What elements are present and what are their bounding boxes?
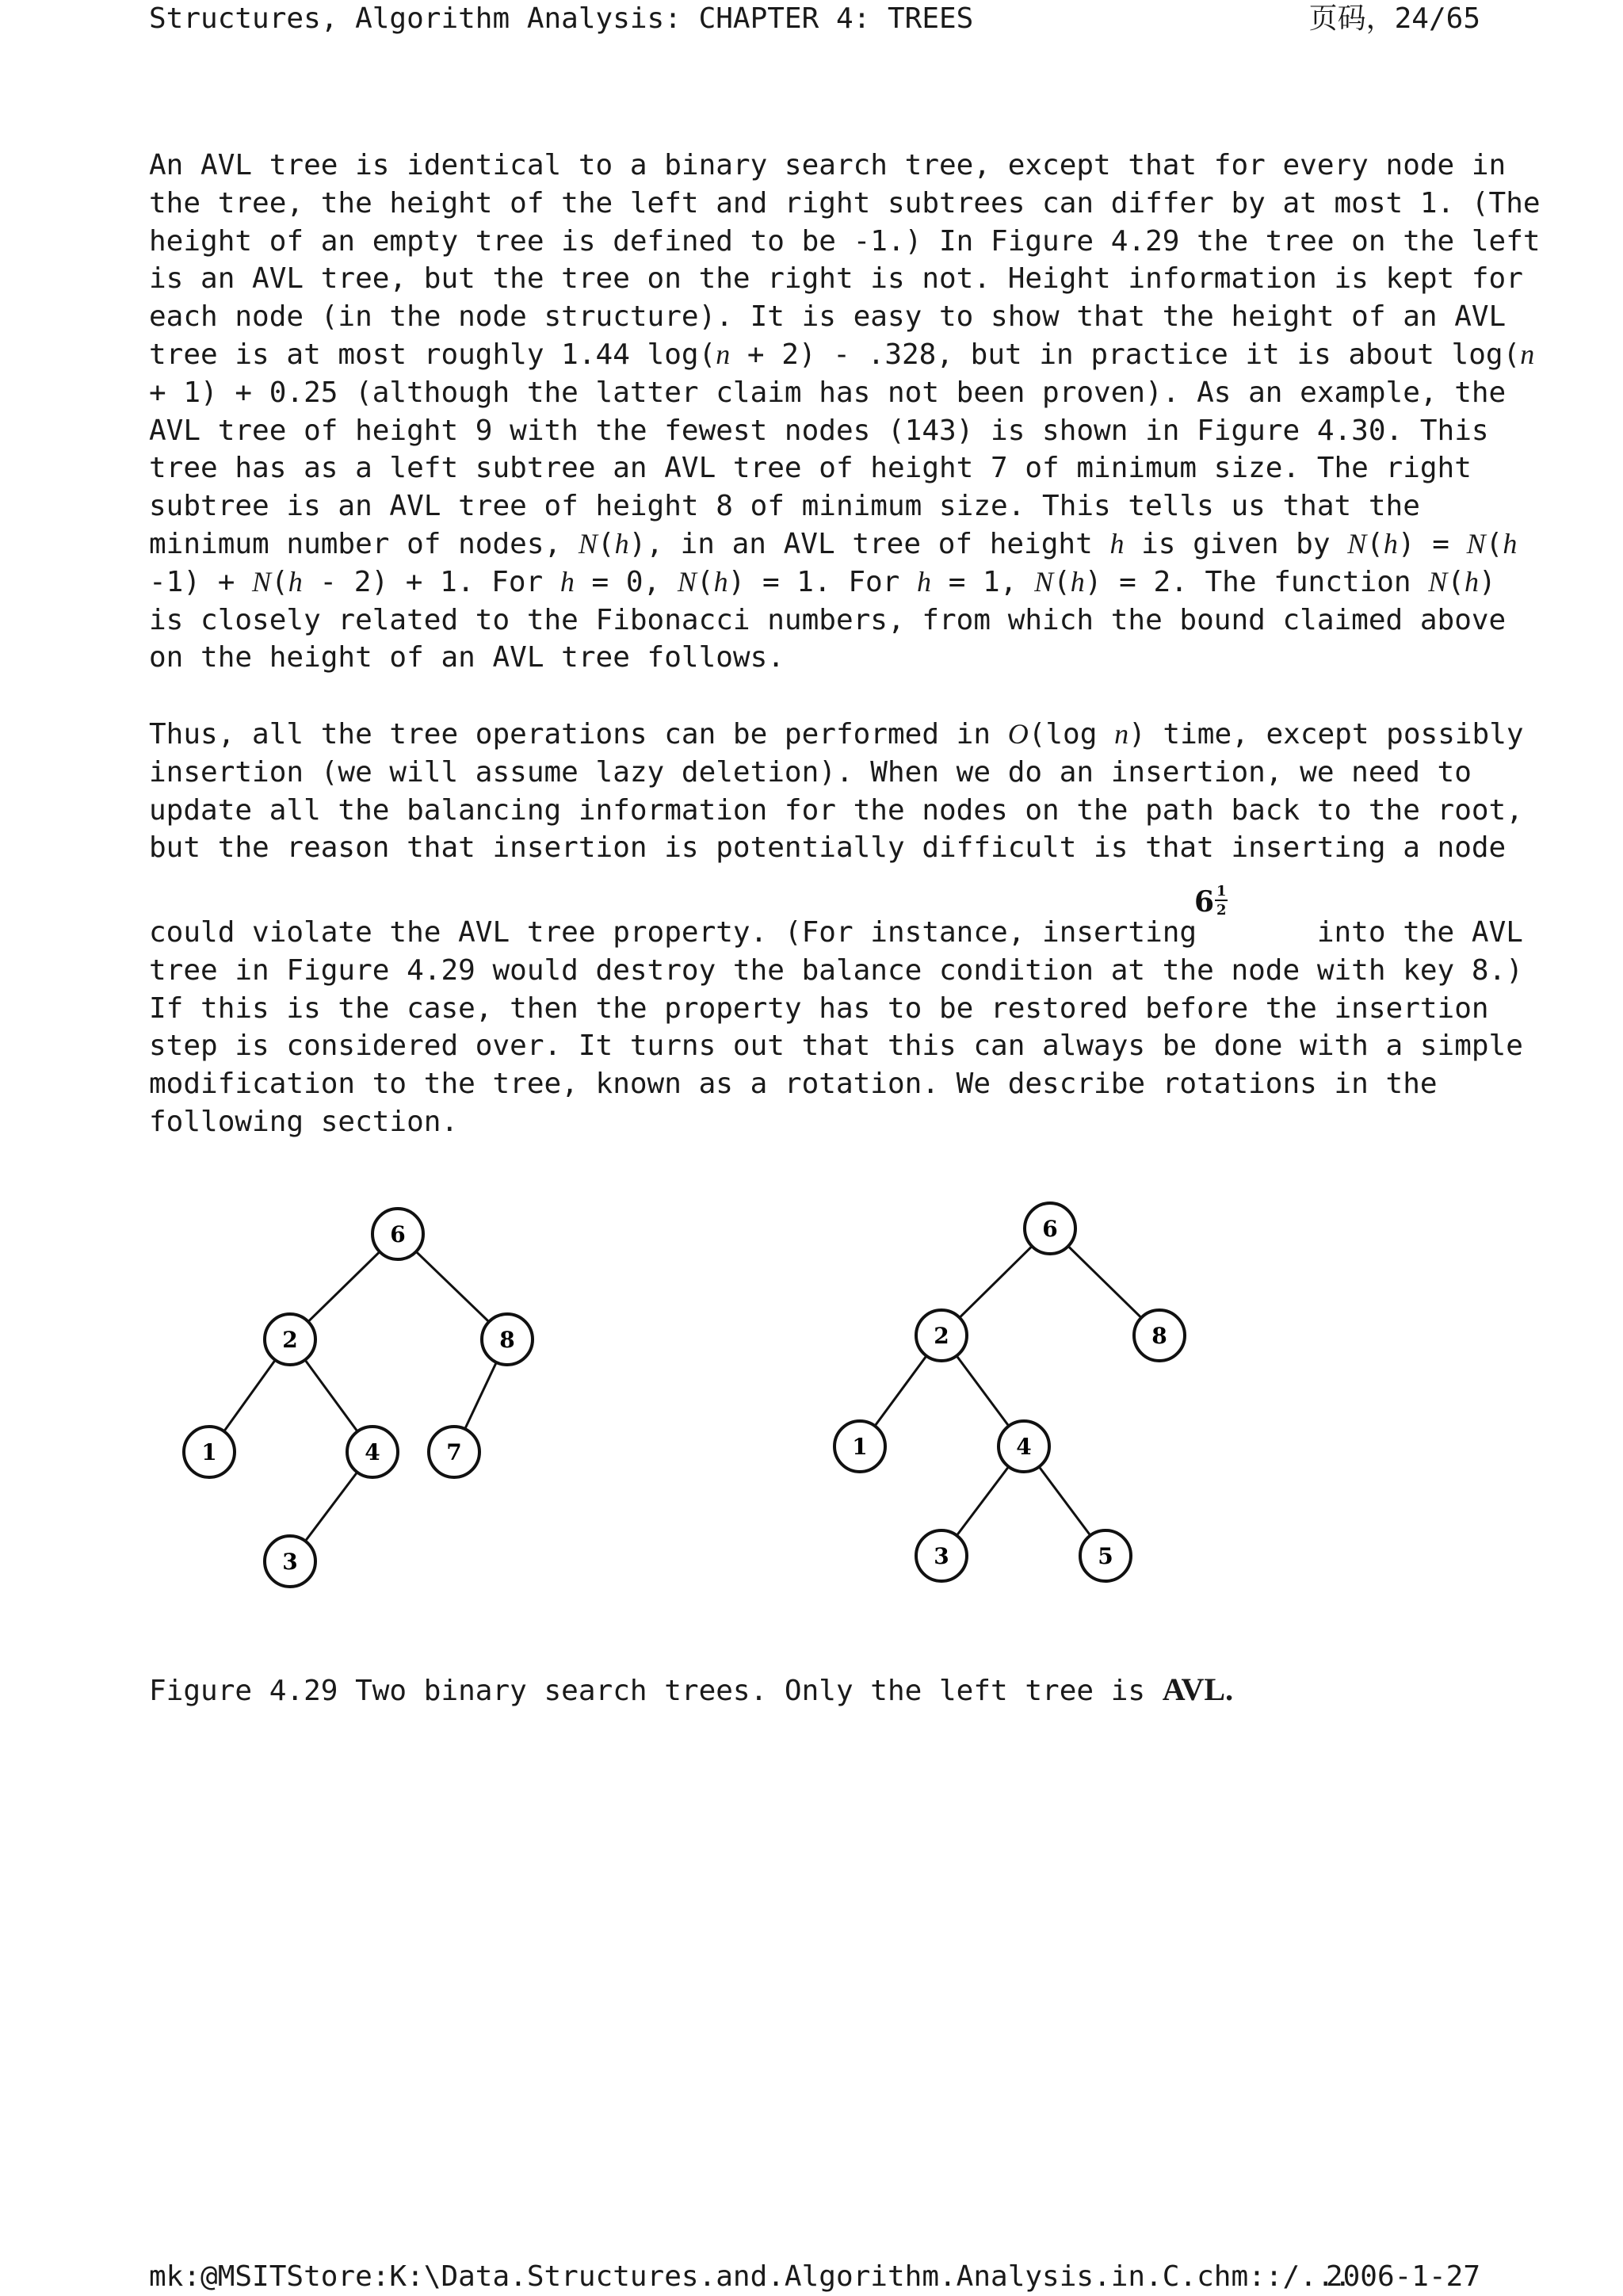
page-header-title: Structures, Algorithm Analysis: CHAPTER 4: TREES: [149, 2, 974, 35]
tree-node-7: [429, 1427, 479, 1477]
tree-node-1: [834, 1421, 885, 1472]
svg-text:2: 2: [934, 1323, 949, 1349]
figure-caption: Figure 4.29 Two binary search trees. Only the left tree is AVL.: [149, 1671, 1234, 1707]
fraction-six-and-a-half-image: [1193, 878, 1248, 918]
footer-source-path: mk:@MSITStore:K:\Data.Structures.and.Algorithm.Analysis.in.C.chm::/...: [149, 2260, 1352, 2293]
tree-node-1: [184, 1427, 235, 1477]
svg-text:5: 5: [1098, 1543, 1113, 1569]
svg-text:1: 1: [201, 1439, 217, 1465]
svg-text:8: 8: [499, 1327, 515, 1353]
tree-node-8: [1134, 1310, 1185, 1361]
svg-text:6: 6: [390, 1221, 406, 1247]
svg-text:2: 2: [282, 1327, 298, 1353]
tree-node-3: [916, 1530, 967, 1581]
svg-text:1: 1: [852, 1434, 868, 1460]
paragraph-avl-definition: An AVL tree is identical to a binary search tree, except that for every node in the tree, the height of the left and right subtrees can differ by at most 1. (The height of an empty tree is defined to be -1.) In Figure 4.29 the tree on the left is an AVL tree, but the tree on the right is not. Height information is kept for each node (in the node structure). It is easy to show that the height of an AVL tree is at most roughly 1.44 log(n + 2) - .328, but in practice it is about log(n + 1) + 0.25 (although the latter claim has not been proven). As an example, the AVL tree of height 9 with the fewest nodes (143) is shown in Figure 4.30. This tree has as a left subtree an AVL tree of height 7 of minimum size. The right subtree is an AVL tree of height 8 of minimum size. This tells us that the minimum number of nodes, N(h), in an AVL tree of height h is given by N(h) = N(h -1) + N(h - 2) + 1. For h = 0, N(h) = 1. For h = 1, N(h) = 2. The function N(h) is closely related to the Fibonacci numbers, from which the bound claimed above on the height of an AVL tree follows.: [149, 149, 1541, 674]
svg-text:7: 7: [446, 1439, 462, 1465]
svg-text:4: 4: [1016, 1434, 1032, 1460]
tree-node-4: [347, 1427, 398, 1477]
svg-text:8: 8: [1151, 1323, 1167, 1349]
svg-text:6: 6: [1194, 885, 1215, 918]
tree-node-2: [916, 1310, 967, 1361]
right-tree-not-avl: [808, 1193, 1252, 1605]
tree-node-2: [265, 1314, 315, 1365]
left-tree-avl: [158, 1193, 571, 1605]
svg-text:3: 3: [282, 1549, 298, 1575]
svg-text:2: 2: [1216, 902, 1227, 918]
svg-text:4: 4: [365, 1439, 380, 1465]
tree-node-5: [1080, 1530, 1131, 1581]
tree-node-6: [372, 1209, 423, 1259]
paragraph-operations: Thus, all the tree operations can be performed in O(log n) time, except possibly insertion (we will assume lazy deletion). When we do an insertion, we need to update all the balancing information for the nodes on the path back to the root, but the reason that insertion is potentially difficult is that inserting a node: [149, 718, 1524, 865]
page-number: 页码，24/65: [1308, 2, 1480, 35]
tree-node-3: [265, 1536, 315, 1587]
svg-text:1: 1: [1216, 883, 1227, 900]
svg-text:3: 3: [934, 1543, 949, 1569]
svg-text:6: 6: [1042, 1216, 1058, 1242]
paragraph-rotation-intro: could violate the AVL tree property. (For instance, inserting into the AVL tree in Figure 4.29 would destroy the balance condition at the node with key 8.) If this is the case, then the property has to be restored before the insertion step is considered over. It turns out that this can always be done with a simple modification to the tree, known as a rotation. We describe rotations in the following section.: [149, 916, 1523, 1138]
tree-node-8: [482, 1314, 533, 1365]
footer-date: 2006-1-27: [1325, 2260, 1480, 2293]
tree-node-6: [1025, 1203, 1075, 1254]
tree-node-4: [999, 1421, 1049, 1472]
